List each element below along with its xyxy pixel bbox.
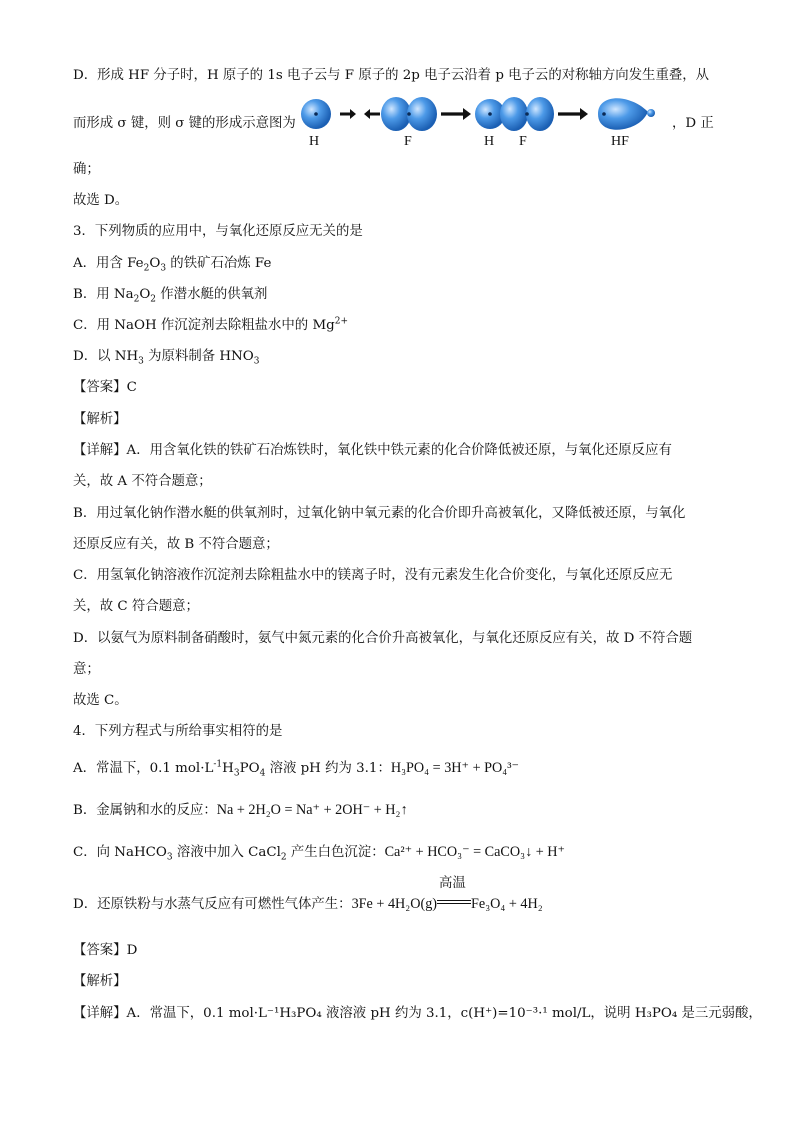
reaction-condition: 高温 xyxy=(439,876,466,891)
q3-detail-c2: 关，故 C 符合题意； xyxy=(73,599,199,614)
q2-conclusion: 故选 D。 xyxy=(73,193,129,208)
answer-tag: 【答案】 xyxy=(73,380,127,395)
answer-tag: 【答案】 xyxy=(73,943,127,958)
q4-option-d: D．还原铁粉与水蒸气反应有可燃性气体产生：3Fe + 4H₂O(g) 高温 Fe₃O₄ + 4H₂ xyxy=(73,876,543,912)
q2-option-d-line1: D．形成 HF 分子时，H 原子的 1s 电子云与 F 原子的 2p 电子云沿着 p 电子云的对称轴方向发生重叠，从 xyxy=(73,68,709,83)
q4-answer xyxy=(73,941,137,961)
q3-detail-b1: B．用过氧化钠作潜水艇的供氧剂时，过氧化钠中氧元素的化合价即升高被氧化，又降低被还原，与氧化 xyxy=(73,506,686,521)
q2-option-d-line2 xyxy=(73,114,296,134)
approach-arrows-icon xyxy=(340,109,380,119)
q4-option-a: A．常温下，0.1 $mol\cdot L^{-1}H_3PO_4$ 溶液 pH 约为 3.1：H₃PO₄ = 3H⁺ + PO₄³⁻ xyxy=(73,759,519,779)
q4-stem: 4．下列方程式与所给事实相符的是 xyxy=(73,724,283,739)
q3-conclusion: 故选 C。 xyxy=(73,693,128,708)
answer-value: C xyxy=(126,380,137,395)
q2-option-d-line2-before: 而形成 σ 键，则 σ 键的形成示意图为 xyxy=(73,116,296,131)
q2-option-d-line3: 确； xyxy=(73,162,100,177)
h-f-overlap-stage xyxy=(475,97,554,131)
q4-equation-d-left: 3Fe + 4H₂O(g) xyxy=(351,896,438,912)
q3-answer xyxy=(73,378,137,398)
f-atom-p-orbital xyxy=(381,97,437,131)
q3-option-b: B．用 $Na_2O_2$ 作潜水艇的供氧剂 xyxy=(73,287,268,305)
figure-label-f: F xyxy=(404,134,412,149)
q3-detail-d2: 意； xyxy=(73,662,100,677)
q3-detail-a2: 关，故 A 不符合题意； xyxy=(73,474,212,489)
q3-detail-b2: 还原反应有关，故 B 不符合题意； xyxy=(73,537,279,552)
figure-label-f2: F xyxy=(519,134,527,149)
q4-option-c: C．向 NaHCO$_3$ 溶液中加入 CaCl$_2$ 产生白色沉淀：Ca²⁺ + HCO₃⁻ = CaCO₃↓ + H⁺ xyxy=(73,844,566,863)
arrow-right-icon xyxy=(558,108,588,120)
arrow-right-icon xyxy=(441,108,471,120)
q3-option-d: D．以 $NH_3$ 为原料制备 $HNO_3$ xyxy=(73,349,260,367)
answer-value: D xyxy=(126,943,138,958)
q3-option-c: C．用 NaOH 作沉淀剂去除粗盐水中的 $Mg^{2+}$ xyxy=(73,316,349,333)
hf-molecule xyxy=(598,98,655,130)
h-atom-sphere xyxy=(301,99,331,129)
q2-option-d-line2-after: ，D 正 xyxy=(672,116,714,131)
figure-label-hf: HF xyxy=(611,134,629,149)
q3-analysis-tag: 【解析】 xyxy=(73,412,127,427)
q4-equation-d-right: Fe₃O₄ + 4H₂ xyxy=(471,896,543,912)
q4-detail-a1: 【详解】A．常温下，0.1 mol·L⁻¹H₃PO₄ 液溶液 pH 约为 3.1，c(H⁺)=10⁻³·¹ mol/L，说明 H₃PO₄ 是三元弱酸， xyxy=(73,1006,762,1021)
figure-label-h2: H xyxy=(484,134,495,149)
q3-stem: 3．下列物质的应用中，与氧化还原反应无关的是 xyxy=(73,224,363,239)
q4-equation-a: H₃PO₄ = 3H⁺ + PO₄³⁻ xyxy=(390,760,519,776)
q3-detail-d1: D．以氨气为原料制备硝酸时，氨气中氮元素的化合价升高被氧化，与氧化还原反应有关，故 D 不符合题 xyxy=(73,631,693,646)
q4-option-b: B．金属钠和水的反应：Na + 2H₂O = Na⁺ + 2OH⁻ + H₂↑ xyxy=(73,802,408,818)
q3-option-a: A．用含 $Fe_2O_3$ 的铁矿石冶炼 Fe xyxy=(73,256,272,274)
reaction-condition-arrow xyxy=(437,876,471,914)
q3-detail-a1: 【详解】A．用含氧化铁的铁矿石冶炼铁时，氧化铁中铁元素的化合价降低被还原，与氧化还原反应有 xyxy=(73,443,672,458)
q3-detail-c1: C．用氢氧化钠溶液作沉淀剂去除粗盐水中的镁离子时，没有元素发生化合价变化，与氧化还原反应无 xyxy=(73,568,673,583)
q4-equation-b: Na + 2H₂O = Na⁺ + 2OH⁻ + H₂↑ xyxy=(216,802,408,818)
q4-equation-c: Ca²⁺ + HCO₃⁻ = CaCO₃↓ + H⁺ xyxy=(384,844,566,860)
figure-label-h: H xyxy=(309,134,320,149)
q4-analysis-tag: 【解析】 xyxy=(73,974,127,989)
